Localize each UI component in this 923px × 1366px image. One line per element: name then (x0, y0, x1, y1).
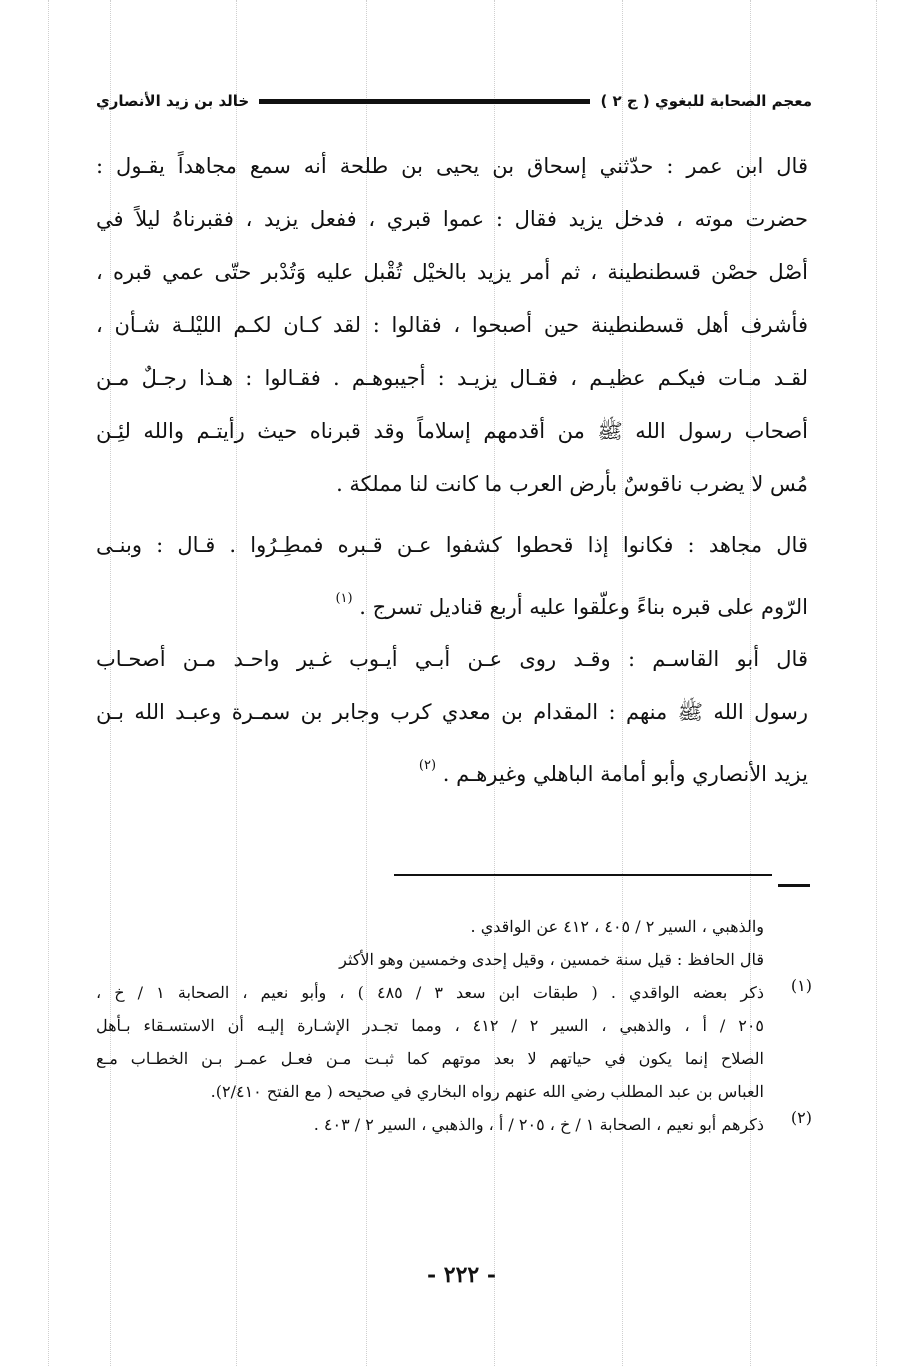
footnote-line: ذكرهم أبو نعيم ، الصحابة ١ / خ ، ٢٠٥ / أ ، والذهبي ، السير ٢ / ٤٠٣ . (313, 1115, 764, 1134)
footnote-continuation-mark (778, 884, 810, 887)
footnote-continuation-line: قال الحافظ : قيل سنة خمسين ، وقيل إحدى وخمسين وهو الأكثر (339, 950, 764, 969)
paragraph (96, 140, 808, 511)
text-line: أصحاب رسول الله ﷺ من أقدمهم إسلاماً وقد قبرناه حيث رأيتـم والله لئِـن (96, 419, 808, 443)
entry-title: خالد بن زيد الأنصاري (96, 92, 250, 110)
footnote-separator (394, 874, 772, 876)
text-line: فأشرف أهل قسطنطينة حين أصبحوا ، فقالوا : لقد كـان لكـم الليْلـة شـأن ، (96, 313, 808, 337)
footnote-line: ٢٠٥ / أ ، والذهبي ، السير ٢ / ٤١٢ ، ومما تجـدر الإشـارة إليـه أن الاستسـقاء بـأهل (96, 1016, 765, 1035)
paragraph-gap (96, 625, 808, 633)
header-rule (259, 99, 590, 104)
footnote-marker: (١) (335, 591, 353, 606)
footnote-continuation-line: والذهبي ، السير ٢ / ٤٠٥ ، ٤١٢ عن الواقدي . (470, 917, 764, 936)
text-line (96, 572, 808, 625)
footnote-line: العباس بن عبد المطلب رضي الله عنهم رواه البخاري في صحيحه ( مع الفتح ٢/٤١٠). (210, 1082, 764, 1101)
paragraph (96, 633, 808, 792)
page-number: - ٢٢٢ - (426, 1262, 497, 1288)
text-line: مُس لا يضرب ناقوسٌ بأرض العرب ما كانت لنا مملكة . (336, 472, 808, 496)
text-line: أصْل حصْن قسطنطينة ، ثم أمر يزيد بالخيْل تُقْبل عليه وَتُدْبر حتّى عمي قبره ، (96, 260, 808, 284)
footnote-marker: (٢) (418, 758, 437, 773)
footnote-line: ذكر بعضه الواقدي . ( طبقات ابن سعد ٣ / ٤٨٥ ) ، وأبو نعيم ، الصحابة ١ / خ ، (96, 983, 765, 1002)
text-line: لقـد مـات فيكـم عظيـم ، فقـال يزيـد : أجيبوهـم . فقـالوا : هـذا رجـلٌ مـن (96, 366, 808, 390)
text-line: قال ابن عمر : حدّثني إسحاق بن يحيى بن طلحة أنه سمع مجاهداً يقـول : (96, 154, 808, 178)
footnote-text (96, 976, 764, 1108)
footnote-text (96, 1108, 764, 1141)
footnote-line: الصلاح إنما يكون في حياتهم لا بعد موتهم كما ثبـت مـن فعـل عمـر بـن الخطـاب مـع (96, 1049, 764, 1068)
text-line: قال أبو القاسـم : وقـد روى عـن أبـي أيـوب غـير واحـد مـن أصحـاب (96, 647, 808, 671)
running-header (96, 86, 812, 116)
footnote (96, 976, 812, 1108)
grid-guide (876, 0, 877, 1366)
footnotes (96, 910, 812, 1141)
footnote (96, 1108, 812, 1141)
book-title: معجم الصحابة للبغوي ( ج ٢ ) (600, 92, 812, 110)
paragraph-gap (96, 511, 808, 519)
text-span: يزيد الأنصاري وأبو أمامة الباهلي وغيرهـم . (442, 762, 808, 786)
footnote-number: (١) (790, 976, 812, 995)
grid-guide (48, 0, 49, 1366)
paragraph (96, 519, 808, 625)
main-text (96, 140, 808, 792)
text-line: قال مجاهد : فكانوا إذا قحطوا كشفوا عـن قـبره فمطِـرُوا . قـال : وبنـى (96, 533, 808, 557)
text-span: الرّوم على قبره بناءً وعلّقوا عليه أربع قناديل تسرج . (359, 595, 808, 619)
text-line (96, 739, 808, 792)
footnote-number: (٢) (790, 1108, 812, 1127)
text-line: رسول الله ﷺ منهم : المقدام بن معدي كرب وجابر بن سمـرة وعبـد الله بـن (96, 700, 808, 724)
text-line: حضرت موته ، فدخل يزيد فقال : عموا قبري ، ففعل يزيد ، فقبرناهُ ليلاً في (96, 207, 808, 231)
